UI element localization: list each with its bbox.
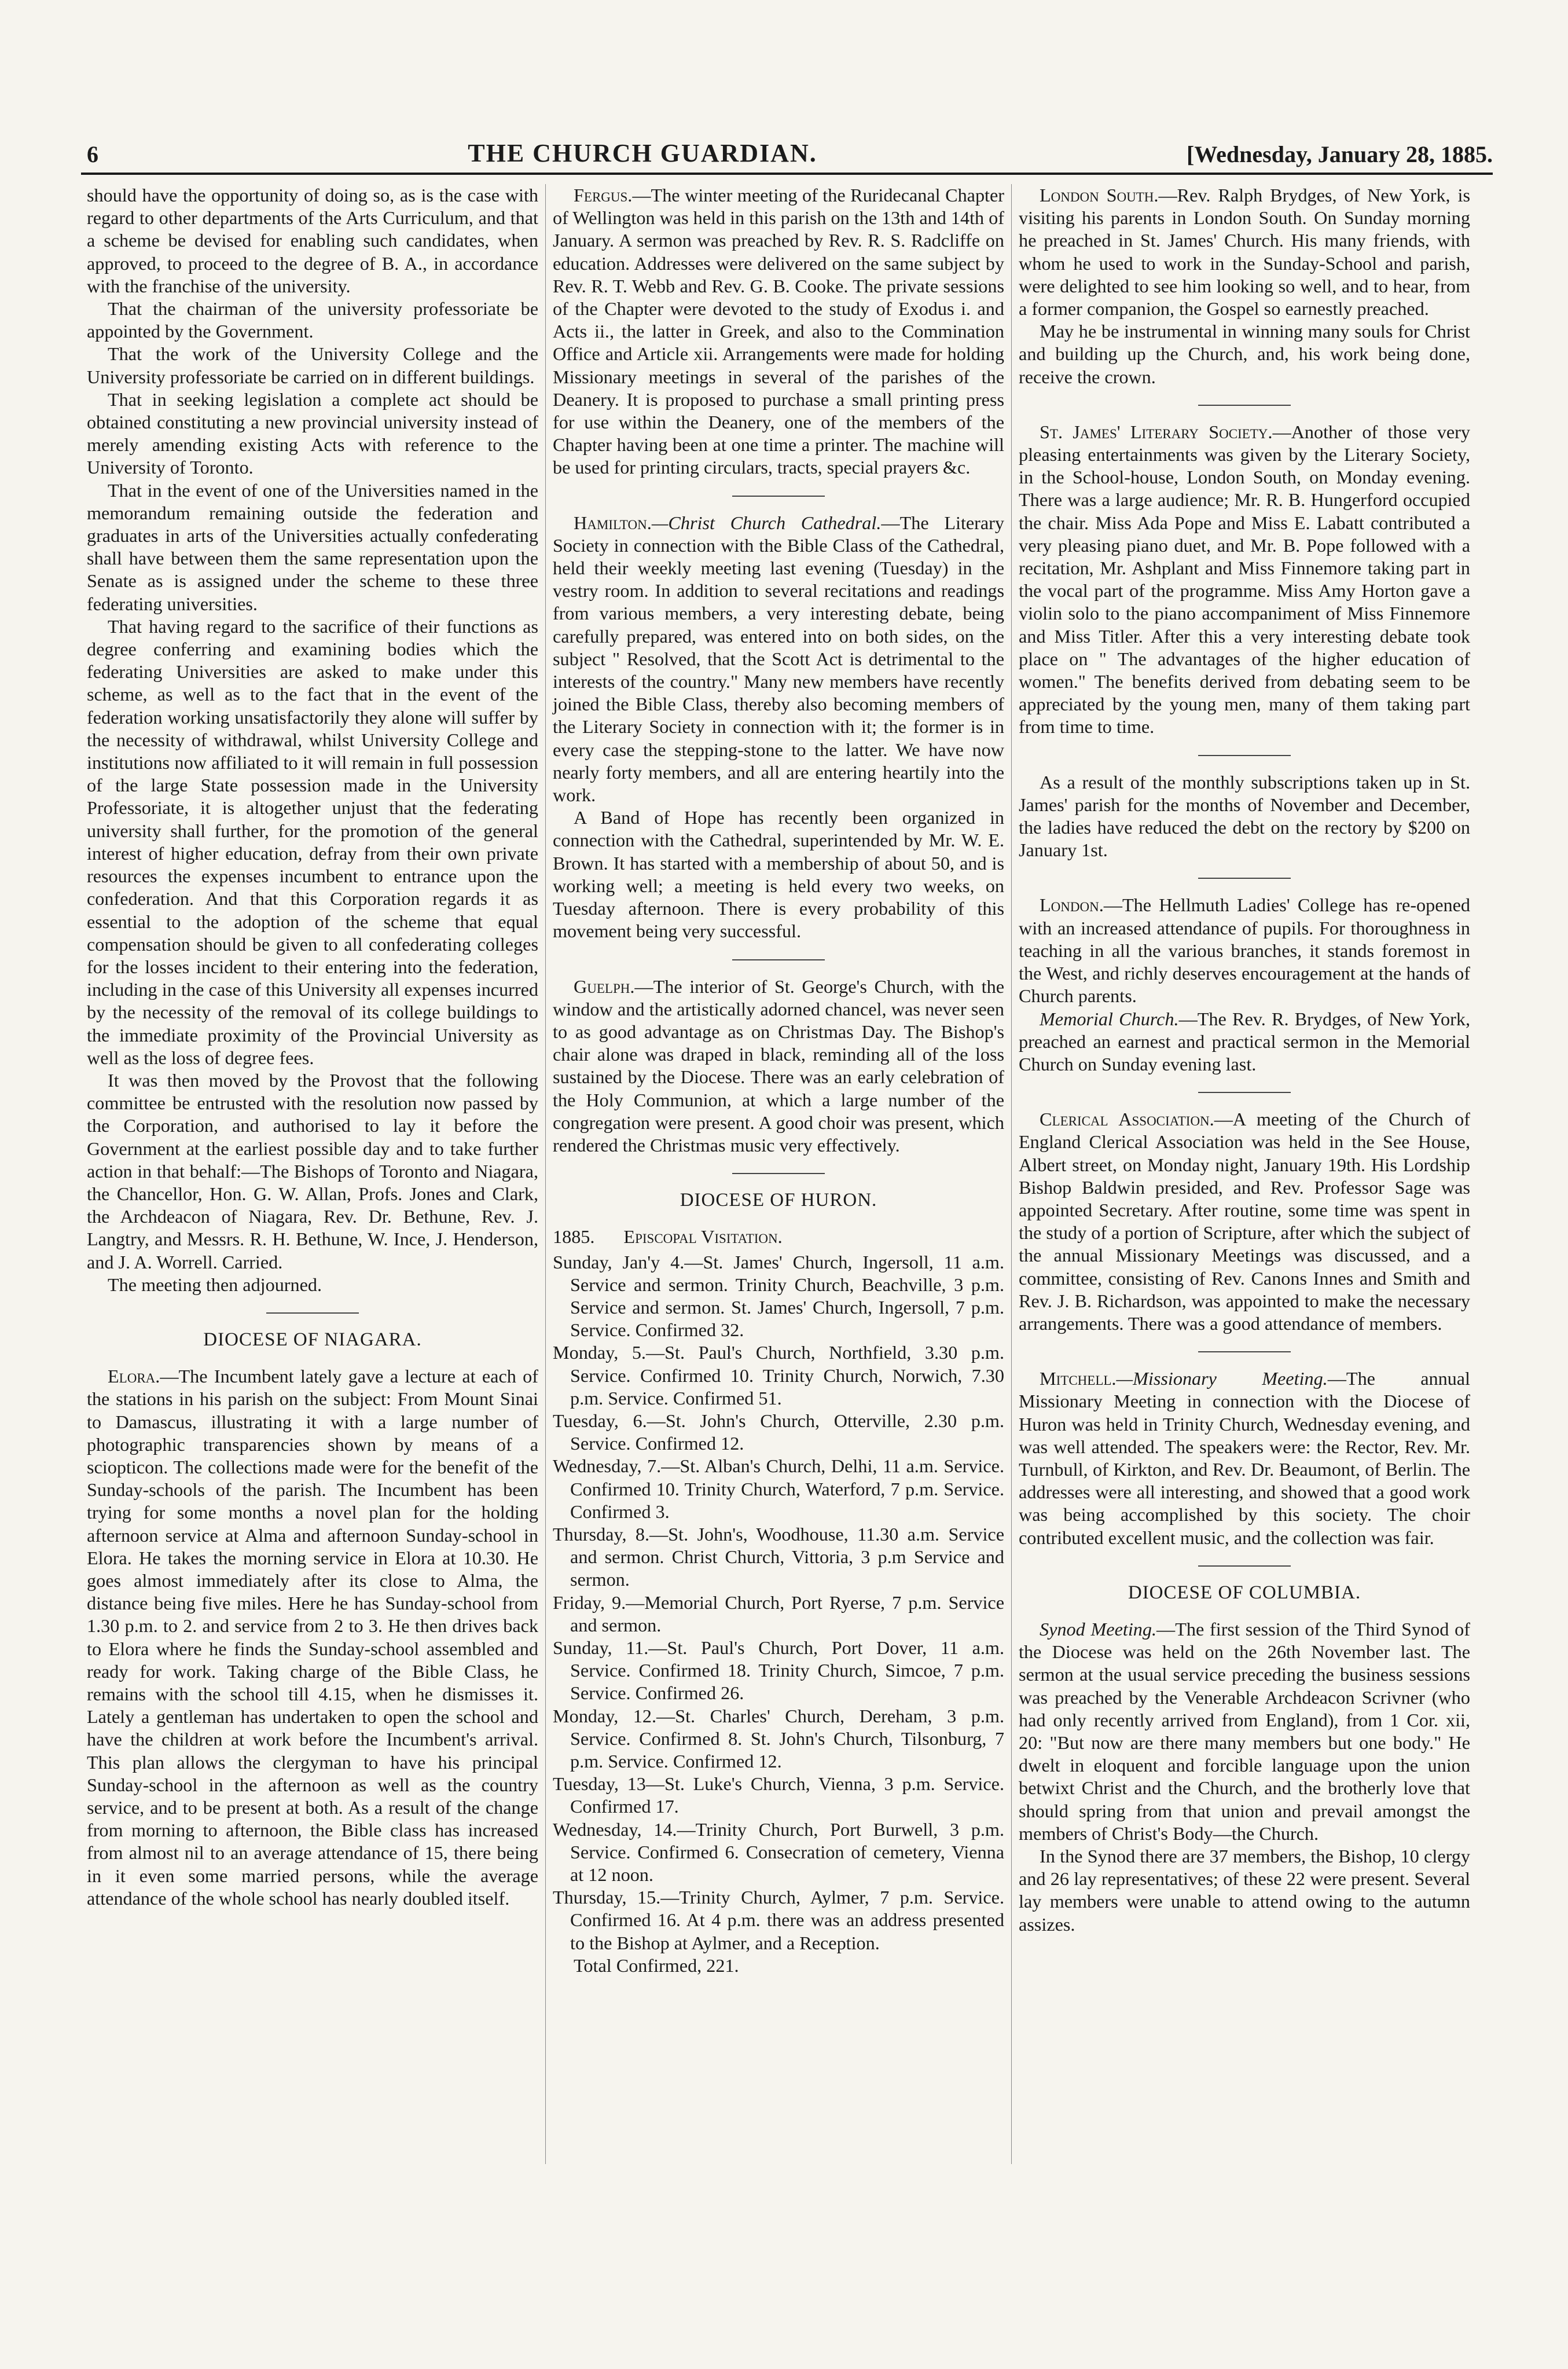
visitation-entry: Monday, 5.—St. Paul's Church, Northfield, 3.30 p.m. Service. Confirmed 10. Trinity Church, Norwich, 7.30 p.m. Service. Confirmed 51. <box>553 1342 1004 1409</box>
article-body: —The first session of the Third Synod of the Diocese was held on the 26th November last. The sermon at the usual service preceding the business sessions was preached by the Venerable Archdeacon Scrivner (who had only recently arrived from England), from 1 Cor. xii, 20: "But now are there many members but one body." He dwelt in eloquent and forcible language upon the union betwixt Christ and the Church, and the brotherly love that should spring from that union and prevail amongst the members of Christ's Body—the Church. <box>1019 1618 1470 1844</box>
page-number: 6 <box>87 141 98 167</box>
lead-in-italic: —Christ Church Cathedral. <box>651 512 882 533</box>
paragraph: That having regard to the sacrifice of their functions as degree conferring and examining bodies which the federating Universities are asked to make under this scheme, as well as to the fact that in the event of the federation working unsatisfactorily they alone will suffer by the necessity of withdrawal, whilst University College and institutions now affiliated to it will remain in full possession of the large State possession made in the University Professoriate, it is altogether unjust that the federating university shall further, for the promotion of the general interest of higher education, defray from their own private resources the expenses incumbent to entrance upon the confederation. And that this Corporation regards it as essential to the adoption of the scheme that equal compensation should be given to all confederating colleges for the losses incident to their entering into the federation, including in the case of this University all expenses incurred by the necessity of the removal of its college buildings to the immediate proximity of the Provincial University as well as the loss of degree fees. <box>87 615 538 1068</box>
article-literary-society <box>1019 421 1470 739</box>
visitation-title: Episcopal Visitation. <box>623 1226 783 1248</box>
article-fergus <box>553 184 1004 479</box>
lead-in: Clerical Association. <box>1040 1109 1214 1130</box>
paragraph: That in the event of one of the Universities named in the memorandum remaining outside the federation and graduates in arts of the Universities actually confederating shall have between them the same representation upon the Senate as is assigned under the scheme to these three federating universities. <box>87 479 538 614</box>
article-london <box>1019 894 1470 1007</box>
column-3 <box>1019 184 1470 1936</box>
article-body: —The Incumbent lately gave a lecture at each of the stations in his parish on the subject: From Mount Sinai to Damascus, illustrating it with a large number of photographic transparencies shown by means of a sciopticon. The collections made were for the benefit of the Sunday-schools of the parish. The Incumbent has been trying for some months a novel plan for the holding afternoon service at Alma and afternoon Sunday-school in Elora. He takes the morning service in Elora at 10.30. He goes almost immediately after its close to Alma, the distance being five miles. Here he has Sunday-school from 1.30 p.m. to 2. and service from 2 to 3. He then drives back to Elora where he finds the Sunday-school assembled and ready for work. Taking charge of the Bible Class, he remains with the school till 4.15, when he dismisses it. Lately a gentleman has undertaken to open the school and have the children at work before the Incumbent's arrival. This plan allows the clergyman to have his principal Sunday-school in the afternoon as well as the country service, and to be present at both. As a result of the change from morning to afternoon, the Bible class has increased from almost nil to an average attendance of 15, there being in it even some married persons, while the average attendance of the whole school has nearly doubled itself. <box>87 1366 538 1909</box>
paragraph: May he be instrumental in winning many souls for Christ and building up the Church, and, his work being done, receive the crown. <box>1019 321 1470 387</box>
article-body: —Another of those very pleasing entertainments was given by the Literary Society, in the School-house, London South, on Monday evening. There was a large audience; Mr. R. B. Hungerford occupied the chair. Miss Ada Pope and Miss E. Labatt contributed a very pleasing piano duet, and Mr. B. Pope followed with a recitation, Mr. Ashplant and Miss Finnemore taking part in the vocal part of the programme. Miss Amy Horton gave a violin solo to the piano accompaniment of Miss Finnemore and Miss Titler. After this a very interesting debate took place on " The advantages of the higher education of women." The benefits derived from debating seem to be appreciated by the young men, many of them taking part from time to time. <box>1019 421 1470 738</box>
section-rule <box>1198 878 1291 879</box>
visitation-entry: Sunday, 11.—St. Paul's Church, Port Dover, 11 a.m. Service. Confirmed 18. Trinity Church, Simcoe, 7 p.m. Service. Confirmed 26. <box>553 1637 1004 1704</box>
section-rule <box>732 496 825 497</box>
masthead: THE CHURCH GUARDIAN. <box>468 139 817 167</box>
section-rule <box>1198 755 1291 756</box>
section-heading-columbia: DIOCESE OF COLUMBIA. <box>1128 1582 1361 1603</box>
paragraph: A Band of Hope has recently been organized in connection with the Cathedral, superintended by Mr. W. E. Brown. It has started with a membership of about 50, and is working well; a meeting is held every two weeks, on Tuesday afternoon. There is every probability of this movement being very successful. <box>553 807 1004 942</box>
lead-in: Mitchell. <box>1040 1368 1117 1389</box>
article-body: —The Literary Society in connection with the Bible Class of the Cathedral, held their weekly meeting last evening (Tuesday) in the vestry room. In addition to several recitations and readings from various members, a very interesting debate, being carefully prepared, was entered into on both sides, on the subject " Resolved, that the Scott Act is detrimental to the interests of the country." Many new members have recently joined the Bible Class, thereby also becoming members of the Literary Society in connection with it; the former is in every case the stepping-stone to the latter. We have now nearly forty members, and all are entering heartily into the work. <box>553 512 1004 806</box>
visitation-entry: Tuesday, 13—St. Luke's Church, Vienna, 3 p.m. Service. Confirmed 17. <box>553 1773 1004 1817</box>
section-rule <box>266 1312 359 1314</box>
header-rule <box>81 173 1493 175</box>
section-rule <box>732 1173 825 1174</box>
visitation-total: Total Confirmed, 221. <box>574 1954 739 1976</box>
section-rule <box>732 959 825 960</box>
article-synod <box>1019 1618 1470 1845</box>
year: 1885. <box>553 1226 595 1248</box>
column-divider <box>545 184 546 2164</box>
visitation-entry: Thursday, 15.—Trinity Church, Aylmer, 7 p.m. Service. Confirmed 16. At 4 p.m. there was an address presented to the Bishop at Aylmer, and a Reception. <box>553 1887 1004 1953</box>
visitation-header <box>553 1226 1004 1248</box>
article-memorial <box>1019 1008 1470 1076</box>
article-body: —The interior of St. George's Church, with the window and the artistically adorned chancel, was never seen to as good advantage as on Christmas Day. The Bishop's chair alone was draped in black, reminding all of the loss sustained by the Diocese. There was an early celebration of the Holy Communion, at which a large number of the congregation were present. A good choir was present, which rendered the Christmas music very effectively. <box>553 976 1004 1156</box>
lead-in-italic: Synod Meeting. <box>1040 1618 1156 1640</box>
paragraph: That the chairman of the university professoriate be appointed by the Government. <box>87 298 538 342</box>
lead-in: Elora. <box>108 1366 160 1387</box>
section-rule <box>1198 405 1291 406</box>
article-body: —The winter meeting of the Ruridecanal Chapter of Wellington was held in this parish on the 13th and 14th of January. A sermon was preached by Rev. R. S. Radcliffe on education. Addresses were delivered on the same subject by Rev. R. T. Webb and Rev. G. B. Cooke. The private sessions of the Chapter were devoted to the study of Exodus i. and Acts ii., the latter in Greek, and also to the Commination Office and Article xii. Arrangements were made for holding Missionary meetings in several of the parishes of the Deanery. It is proposed to purchase a small printing press for use within the Deanery, one of the members of the Chapter having been at one time a printer. The machine will be used for printing circulars, tracts, special prayers &c. <box>553 185 1004 478</box>
page-header <box>87 127 1493 168</box>
visitation-entry: Friday, 9.—Memorial Church, Port Ryerse, 7 p.m. Service and sermon. <box>553 1591 1004 1635</box>
visitation-entry: Tuesday, 6.—St. John's Church, Otterville, 2.30 p.m. Service. Confirmed 12. <box>553 1410 1004 1454</box>
section-rule <box>1198 1351 1291 1352</box>
article-body: —Rev. Ralph Brydges, of New York, is visiting his parents in London South. On Sunday morning he preached in St. James' Church. His many friends, with whom he used to work in the Sunday-School and parish, were delighted to see him looking so well, and to hear, from a former companion, the Gospel so earnestly preached. <box>1019 185 1470 320</box>
column-divider <box>1011 184 1012 2164</box>
article-mitchell <box>1019 1367 1470 1549</box>
section-rule <box>1198 1092 1291 1093</box>
paragraph: As a result of the monthly subscriptions taken up in St. James' parish for the months of November and December, the ladies have reduced the debt on the rectory by $200 on January 1st. <box>1019 771 1470 861</box>
visitation-entry: Wednesday, 7.—St. Alban's Church, Delhi, 11 a.m. Service. Confirmed 10. Trinity Church, Waterford, 7 p.m. Service. Confirmed 3. <box>553 1455 1004 1522</box>
article-clerical <box>1019 1108 1470 1335</box>
paragraph: should have the opportunity of doing so, as is the case with regard to other departments of the Arts Curriculum, and that a scheme be devised for enabling such candidates, when approved, to proceed to the degree of B. A., in accordance with the franchise of the university. <box>87 185 538 296</box>
lead-in-italic: —Missionary Meeting. <box>1116 1368 1328 1389</box>
article-london-south <box>1019 184 1470 320</box>
article-hamilton <box>553 512 1004 807</box>
article-body: —The annual Missionary Meeting in connection with the Diocese of Huron was held in Trinity Church, Wednesday evening, and was well attended. The speakers were: the Rector, Rev. Mr. Turnbull, of Kirkton, and Rev. Dr. Beaumont, of Berlin. The addresses were all interesting, and showed that a good work was being accomplished by this society. The choir contributed excellent music, and the collection was fair. <box>1019 1368 1471 1548</box>
lead-in: London. <box>1040 894 1104 916</box>
visitation-entry: Thursday, 8.—St. John's, Woodhouse, 11.30 a.m. Service and sermon. Christ Church, Vittoria, 3 p.m Service and sermon. <box>553 1523 1004 1590</box>
paragraph: That in seeking legislation a complete act should be obtained constituting a new provincial university instead of merely amending existing Acts with reference to the University of Toronto. <box>87 388 538 478</box>
article-elora <box>87 1365 538 1910</box>
column-2 <box>553 184 1004 1977</box>
paragraph: It was then moved by the Provost that the following committee be entrusted with the resolution now passed by the Corporation, and authorised to lay it before the Government at the earliest possible day and to take further action in that behalf:—The Bishops of Toronto and Niagara, the Chancellor, Hon. G. W. Allan, Profs. Jones and Clark, the Archdeacon of Niagara, Rev. Dr. Bethune, Rev. J. Langtry, and Messrs. R. H. Bethune, W. Ince, J. Henderson, and J. A. Worrell. Carried. <box>87 1069 538 1272</box>
lead-in: London South. <box>1040 185 1159 206</box>
paragraph: That the work of the University College and the University professoriate be carried on in different buildings. <box>87 343 538 387</box>
article-body: —A meeting of the Church of England Clerical Association was held in the See House, Albert street, on Monday night, January 19th. His Lordship Bishop Baldwin presided, and Rev. Professor Sage was appointed Secretary. After routine, some time was spent in the study of a portion of Scripture, after which the subject of the annual Missionary Meetings was discussed, and a committee, consisting of Rev. Canons Innes and Smith and Rev. J. B. Richardson, was appointed to make the necessary arrangements. There was a good attendance of members. <box>1019 1109 1470 1334</box>
paragraph: The meeting then adjourned. <box>108 1274 322 1295</box>
article-body: —The Rev. R. Brydges, of New York, preached an earnest and practical sermon in the Memorial Church on Sunday evening last. <box>1019 1008 1471 1075</box>
section-heading-niagara: DIOCESE OF NIAGARA. <box>203 1329 422 1350</box>
lead-in: Fergus. <box>574 185 633 206</box>
section-heading-huron: DIOCESE OF HURON. <box>680 1190 877 1211</box>
lead-in: Hamilton. <box>574 512 652 533</box>
paragraph: In the Synod there are 37 members, the Bishop, 10 clergy and 26 lay representatives; of these 22 were present. Several lay members were unable to attend owing to the autumn assizes. <box>1019 1846 1470 1935</box>
article-guelph <box>553 976 1004 1157</box>
lead-in-italic: Memorial Church. <box>1040 1008 1179 1029</box>
article-body: —The Hellmuth Ladies' College has re-opened with an increased attendance of pupils. For thoroughness in teaching in all the various branches, it stands foremost in the West, and richly deserves encouragement at the hands of Church parents. <box>1019 894 1470 1007</box>
visitation-entry: Sunday, Jan'y 4.—St. James' Church, Ingersoll, 11 a.m. Service and sermon. Trinity Church, Beachville, 3 p.m. Service and sermon. St. James' Church, Ingersoll, 7 p.m. Service. Confirmed 32. <box>553 1251 1004 1341</box>
visitation-entry: Wednesday, 14.—Trinity Church, Port Burwell, 3 p.m. Service. Confirmed 6. Consecration of cemetery, Vienna at 12 noon. <box>553 1818 1004 1886</box>
lead-in: Guelph. <box>574 976 635 997</box>
lead-in: St. James' Literary Society. <box>1040 421 1273 442</box>
dateline: [Wednesday, January 28, 1885. <box>1187 141 1493 167</box>
visitation-entry: Monday, 12.—St. Charles' Church, Dereham, 3 p.m. Service. Confirmed 8. St. John's Church, Tilsonburg, 7 p.m. Service. Confirmed 12. <box>553 1705 1004 1772</box>
column-1 <box>87 184 538 1910</box>
section-rule <box>1198 1565 1291 1567</box>
